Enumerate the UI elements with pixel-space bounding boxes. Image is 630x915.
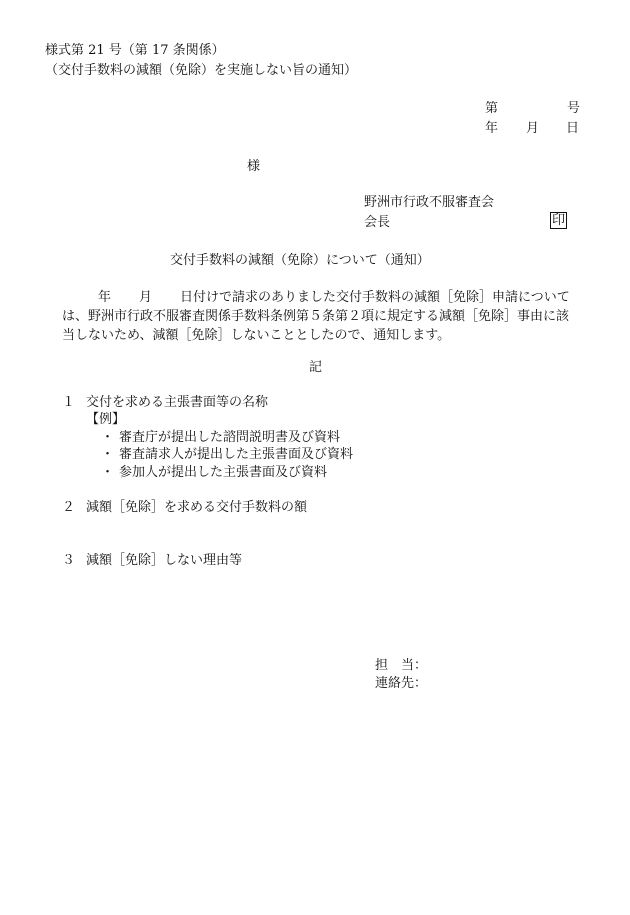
subject-title: 交付手数料の減額（免除）について（通知） <box>170 253 430 268</box>
example-item: 参加人が提出した主張書面及び資料 <box>119 465 328 480</box>
item-2-label: 減額［免除］を求める交付手数料の額 <box>86 500 308 515</box>
contact-phone-label: 連絡先： <box>375 676 428 691</box>
date-year: 年 <box>485 121 499 136</box>
item-1-label: 交付を求める主張書面等の名称 <box>86 395 269 410</box>
example-header: 【例】 <box>86 412 126 427</box>
body-paragraph <box>62 288 580 345</box>
body-year: 年 <box>98 290 112 305</box>
sender-organization: 野洲市行政不服審査会 <box>364 195 495 210</box>
addressee-honorific: 様 <box>247 159 261 174</box>
date-month: 月 <box>526 121 540 136</box>
bullet: ・ <box>101 447 115 462</box>
item-3-number: ３ <box>62 553 76 568</box>
ki-heading: 記 <box>309 360 323 375</box>
body-month: 月 <box>139 290 153 305</box>
bullet: ・ <box>101 465 115 480</box>
doc-number-prefix: 第 <box>485 101 499 116</box>
item-1-number: １ <box>62 395 76 410</box>
example-item: 審査請求人が提出した主張書面及び資料 <box>119 447 354 462</box>
body-text: 日付けで請求のありました交付手数料の減額［免除］申請については、野洲市行政不服審査関係手数料条例第５条第２項に規定する減額［免除］事由に該当しないため、減額［免除］しないこととしたので、通知します。 <box>62 290 570 343</box>
bullet: ・ <box>101 430 115 445</box>
item-2-number: ２ <box>62 500 76 515</box>
example-item: 審査庁が提出した諮問説明書及び資料 <box>119 430 341 445</box>
item-3-label: 減額［免除］しない理由等 <box>86 553 243 568</box>
doc-number-suffix: 号 <box>567 101 581 116</box>
form-number: 様式第 21 号（第 17 条関係） <box>45 43 225 58</box>
contact-person-label: 担 当： <box>375 658 428 673</box>
sender-title: 会長 <box>364 215 391 230</box>
form-subtitle: （交付手数料の減額（免除）を実施しない旨の通知） <box>45 63 358 78</box>
date-day: 日 <box>566 121 580 136</box>
seal-mark <box>550 212 567 230</box>
seal-text: 印 <box>552 213 566 228</box>
